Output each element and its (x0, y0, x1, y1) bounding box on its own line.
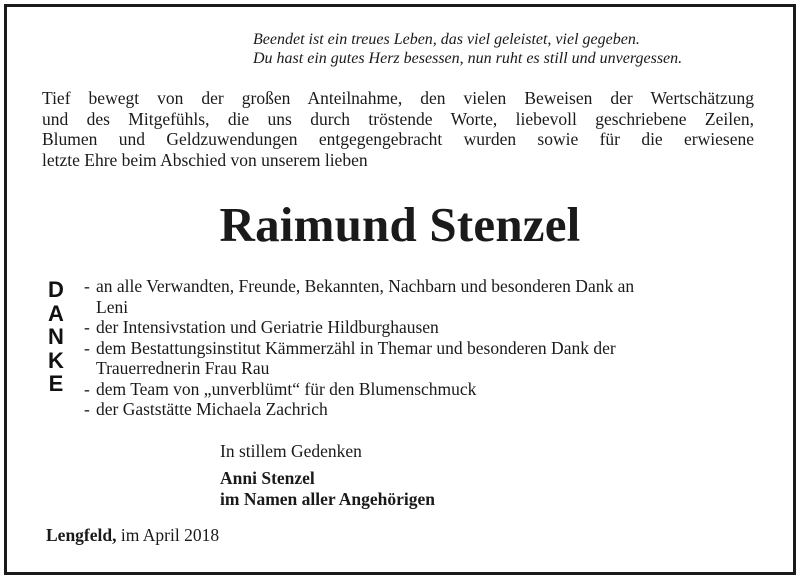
place-date-text: im April 2018 (120, 525, 220, 545)
intro-line: Blumen und Geldzuwendungen entgegengebracht wurden sowie für die erwiesene (42, 129, 754, 149)
list-item (84, 399, 754, 420)
list-item (84, 276, 754, 317)
signer-name: Anni Stenzel (220, 468, 315, 488)
memorial-poem (253, 30, 682, 68)
thanks-text: der Gaststätte Michaela Zachrich (96, 399, 328, 419)
intro-paragraph (42, 88, 754, 170)
dash-bullet: - (84, 337, 90, 358)
intro-line: letzte Ehre beim Abschied von unserem lieben (42, 149, 368, 170)
place-date (46, 525, 219, 546)
thanks-text: dem Bestattungsinstitut Kämmerzähl in Themar und besonderen Dank der (96, 337, 616, 358)
thanks-text: an alle Verwandten, Freunde, Bekannten, Nachbarn und besonderen Dank an (96, 276, 635, 296)
dash-bullet: - (84, 378, 90, 399)
dash-bullet: - (84, 317, 90, 337)
dash-bullet: - (84, 276, 90, 296)
danke-letter: D (48, 277, 64, 302)
danke-letter: A (48, 300, 64, 326)
intro-line: und des Mitgefühls, die uns durch tröstende Worte, liebevoll geschriebene Zeilen, (42, 108, 754, 129)
danke-letter: N (48, 324, 64, 349)
list-item (84, 379, 754, 400)
closing-phrase: In stillem Gedenken (220, 441, 362, 461)
thanks-text: der Intensivstation und Geriatrie Hildburghausen (96, 317, 439, 337)
list-item (84, 317, 754, 338)
intro-line: Tief bewegt von der großen Anteilnahme, den vielen Beweisen der Wertschätzung (42, 88, 754, 108)
thanks-list (84, 276, 754, 420)
list-item (84, 338, 754, 379)
poem-line: Du hast ein gutes Herz besessen, nun ruht es still und unvergessen. (253, 50, 683, 67)
danke-vertical-word (44, 278, 68, 396)
thanks-text: Leni (96, 296, 129, 317)
thanks-text: Trauerrednerin Frau Rau (96, 358, 270, 378)
deceased-name: Raimund Stenzel (219, 197, 581, 252)
place-town: Lengfeld, (46, 525, 117, 545)
signer-block (220, 468, 435, 510)
poem-line: Beendet ist ein treues Leben, das viel geleistet, viel gegeben. (253, 31, 640, 48)
thanks-text: dem Team von „unverblümt“ für den Blumenschmuck (96, 378, 477, 399)
dash-bullet: - (84, 399, 90, 419)
danke-letter: E (48, 371, 64, 396)
danke-letter: K (48, 347, 64, 373)
signer-note: im Namen aller Angehörigen (220, 489, 436, 509)
